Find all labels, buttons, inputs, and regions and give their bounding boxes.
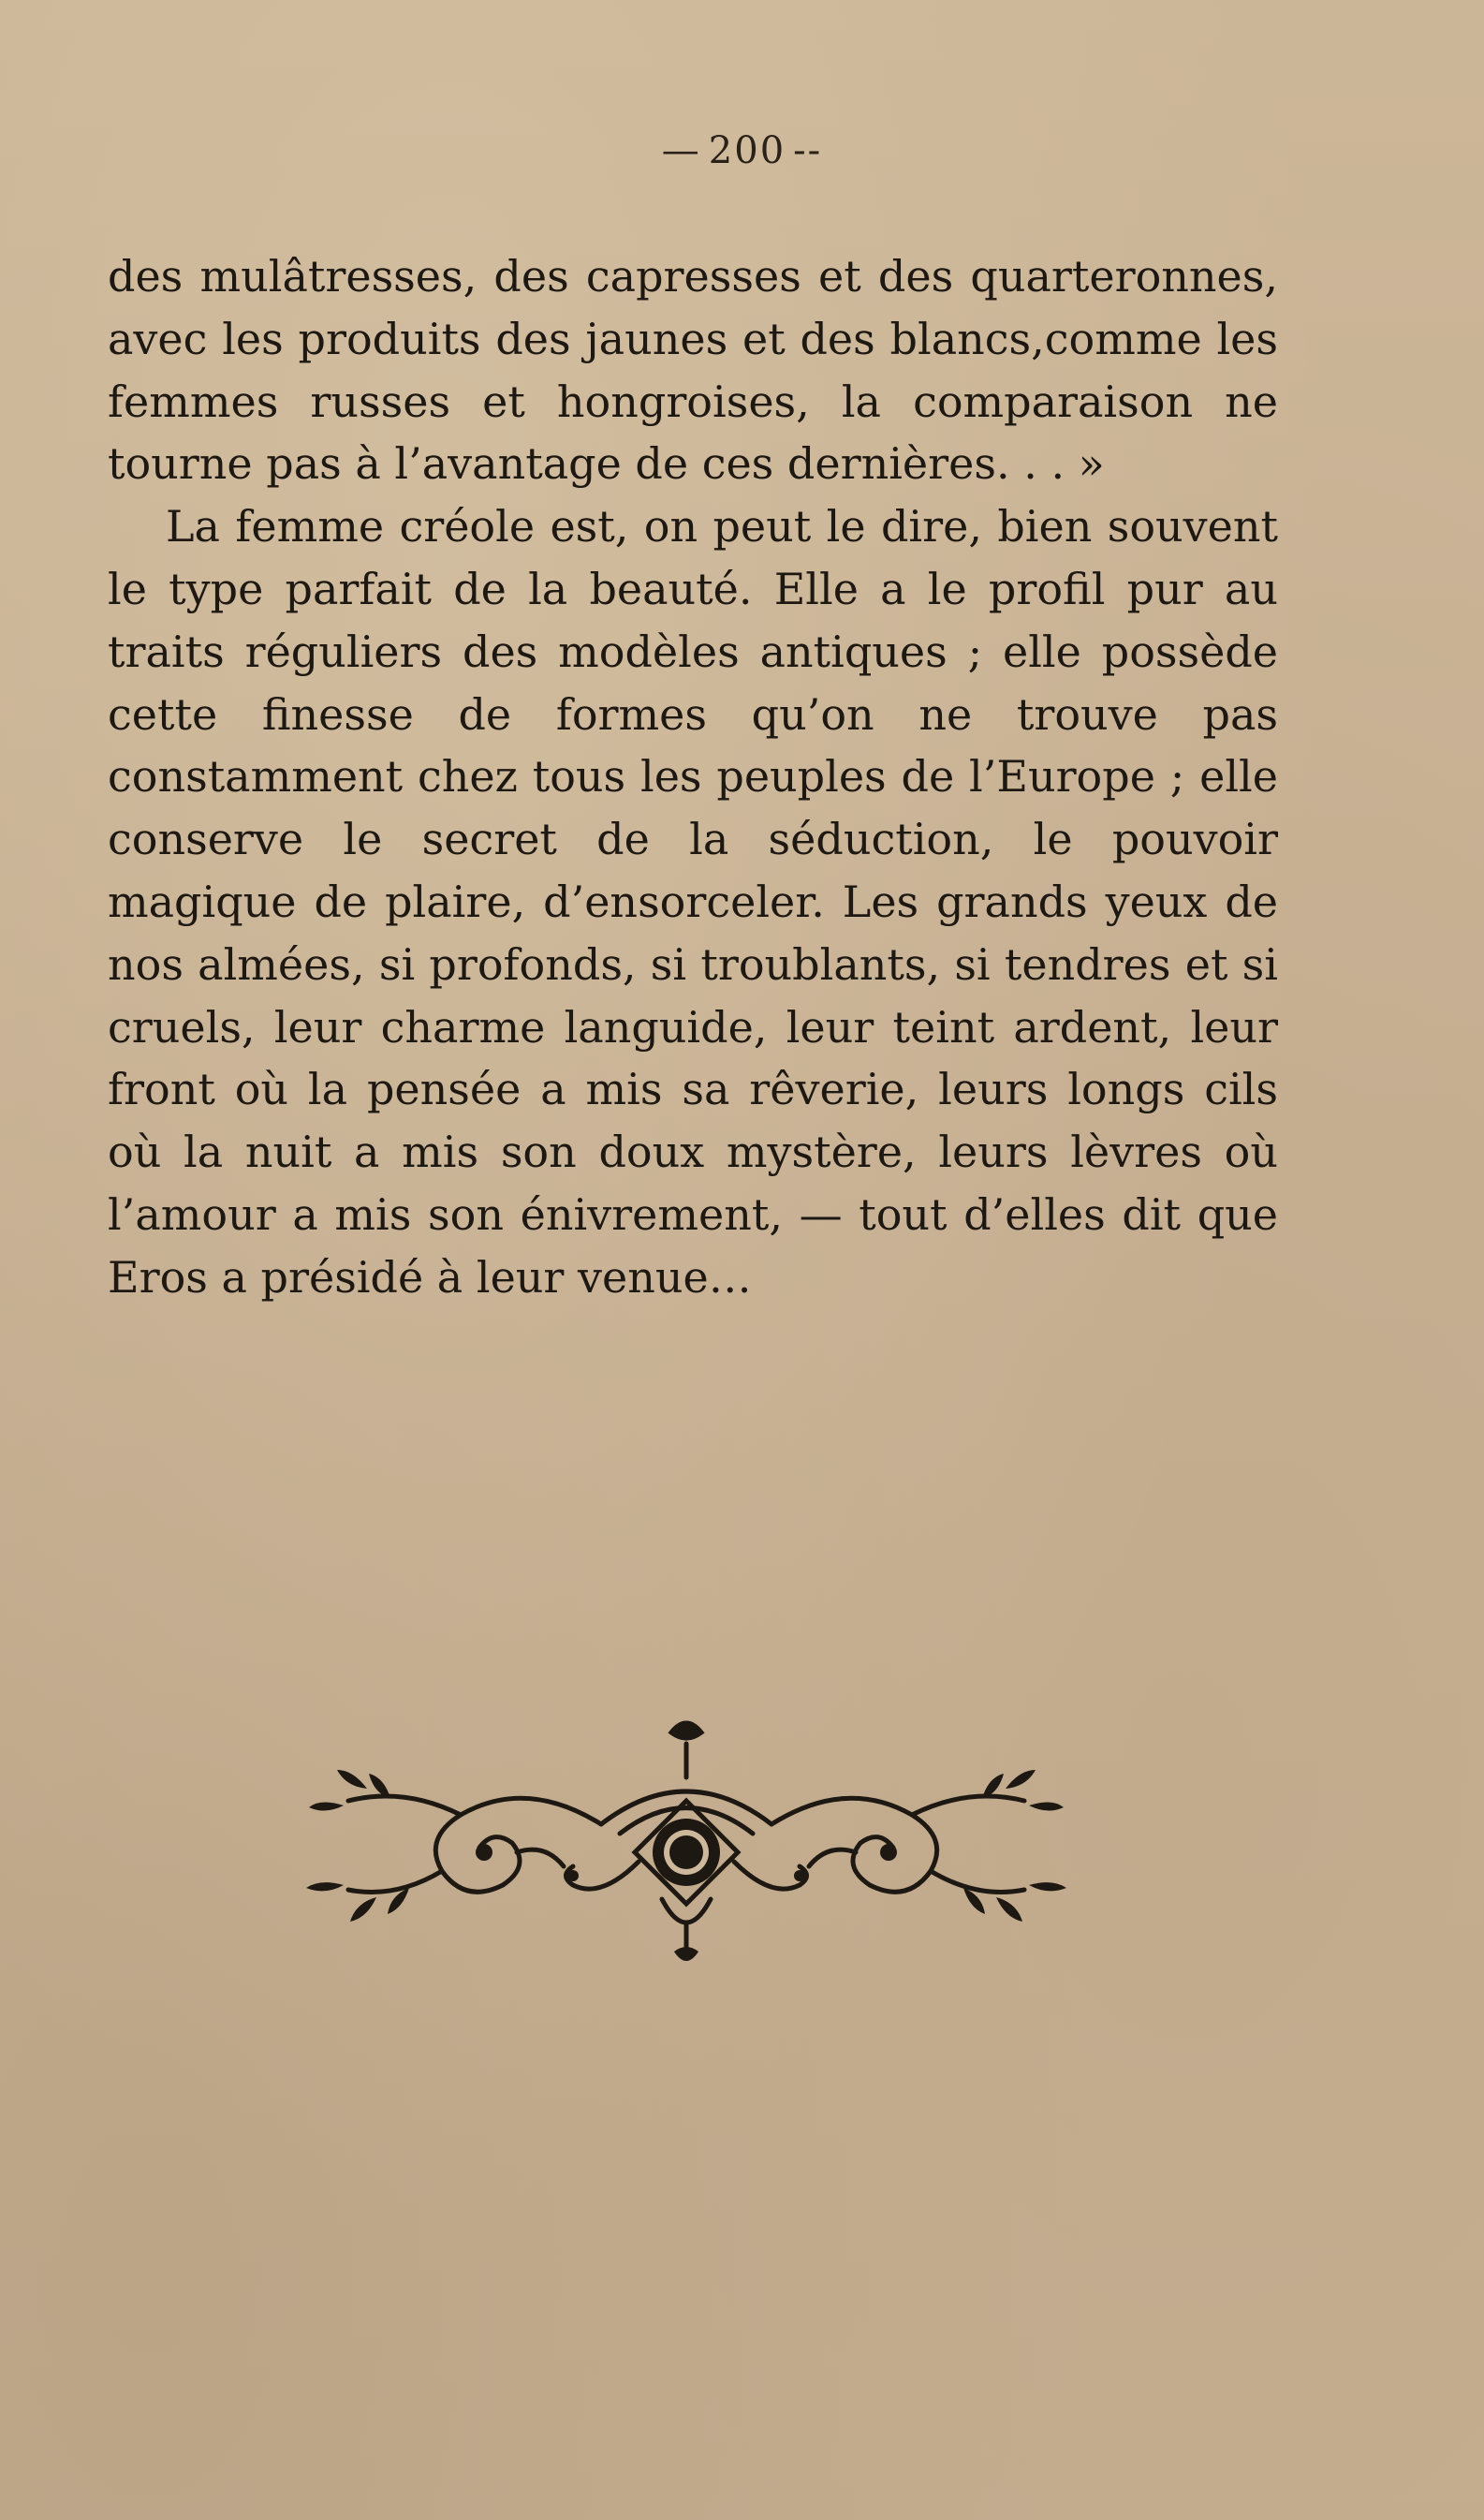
floral-scroll-ornament-icon bbox=[292, 1712, 1080, 1974]
body-text bbox=[108, 245, 1278, 1309]
page-number-dash-left: — bbox=[661, 129, 701, 172]
page-number-header bbox=[0, 129, 1484, 172]
page-number: 200 bbox=[708, 129, 786, 172]
paragraph-continuation: des mulâtresses, des capresses et des quarteronnes, avec les produits des jaunes et des blancs,comme les femmes russes et hongroises, la comparaison ne tourne pas à l’avantage de ces dernières. . . » bbox=[108, 251, 1278, 490]
page-number-dash-right: -- bbox=[793, 129, 823, 172]
paragraph-creole-woman: La femme créole est, on peut le dire, bien souvent le type parfait de la beauté. Elle a le profil pur au traits réguliers des modèles antiques ; elle possède cette finesse de formes qu’on ne trouve pas constamment chez tous les peuples de l’Europe ; elle conserve le secret de la séduction, le pouvoir magique de plaire, d’ensorceler. Les grands yeux de nos almées, si profonds, si troublants, si tendres et si cruels, leur charme languide, leur teint ardent, leur front où la pensée a mis sa rêverie, leurs longs cils où la nuit a mis son doux mystère, leurs lèvres où l’amour a mis son énivrement, — tout d’elles dit que Eros a présidé à leur venue… bbox=[108, 501, 1278, 1303]
